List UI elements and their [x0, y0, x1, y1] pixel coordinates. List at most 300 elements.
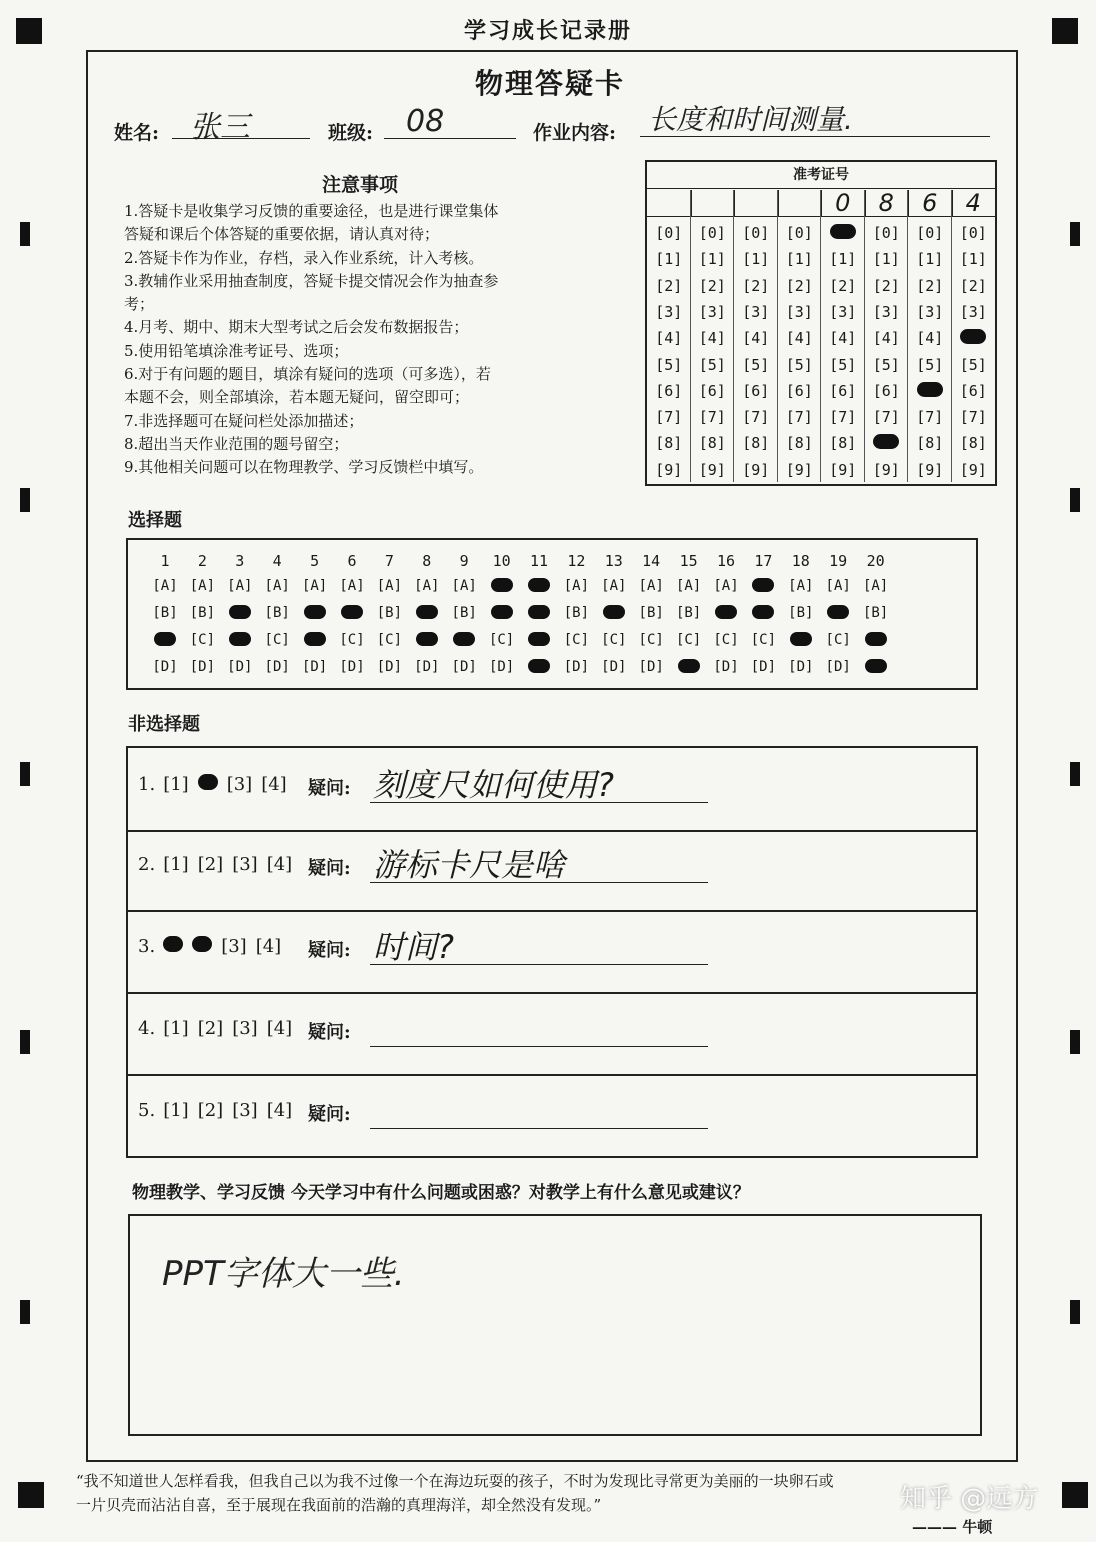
filled-mark — [491, 605, 513, 619]
exam-id-bubble[interactable]: [2] — [655, 276, 683, 295]
exam-id-bubble[interactable]: [6] — [829, 381, 857, 400]
filled-mark — [790, 632, 812, 646]
notice-item: 4.月考、期中、期末大型考试之后会发布数据报告； — [124, 318, 469, 337]
exam-id-bubble[interactable]: [1] — [742, 250, 770, 269]
class-value[interactable]: 08 — [406, 104, 445, 139]
exam-id-bubble[interactable]: [2] — [742, 276, 770, 295]
exam-id-bubble[interactable]: [9] — [785, 460, 813, 479]
option-bubble[interactable] — [163, 936, 183, 957]
exam-id-bubble[interactable]: [5] — [916, 355, 944, 374]
exam-id-title: 准考证号 — [647, 162, 995, 189]
choice-bubble[interactable]: [B] — [152, 605, 178, 621]
notice-item: 3.教辅作业采用抽查制度，答疑卡提交情况会作为抽查参 — [124, 271, 499, 290]
choice-bubble[interactable]: [A] — [376, 578, 403, 594]
exam-id-bubble[interactable]: [7] — [959, 408, 987, 427]
option-bubble[interactable]: [1] — [163, 1018, 189, 1039]
question-number: 2 — [197, 552, 207, 570]
watermark: 知乎 @远方 — [900, 1484, 1039, 1514]
exam-id-bubble[interactable]: [2] — [829, 276, 857, 295]
option-bubble[interactable]: [4] — [266, 1018, 293, 1039]
option-bubble[interactable]: [1] — [163, 1100, 189, 1121]
question-number: 15 — [679, 552, 698, 570]
question-options — [138, 1100, 301, 1121]
notice-item: 答疑和课后个体答疑的重要依据，请认真对待； — [124, 225, 440, 244]
name-label: 姓名: — [114, 122, 160, 144]
exam-id-bubble[interactable] — [908, 382, 952, 401]
option-bubble[interactable]: [3] — [226, 774, 253, 795]
choice-bubble[interactable]: [D] — [638, 659, 664, 675]
exam-id-bubble[interactable]: [2] — [959, 276, 987, 295]
filled-mark — [229, 605, 251, 619]
quote-author: ——— 牛顿 — [912, 1518, 993, 1536]
question-number: 13 — [604, 552, 623, 570]
question-number: 16 — [716, 552, 736, 570]
choice-bubble[interactable]: [B] — [376, 605, 403, 621]
filled-mark — [154, 632, 176, 646]
exam-id-bubble[interactable]: [1] — [698, 250, 726, 269]
exam-id-bubble[interactable]: [8] — [916, 434, 944, 453]
choice-bubble[interactable]: [A] — [825, 578, 851, 594]
exam-id-grid — [645, 160, 997, 486]
choice-bubble[interactable]: [A] — [675, 578, 702, 594]
choice-bubble[interactable] — [744, 578, 782, 596]
exam-id-bubble[interactable]: [7] — [785, 408, 813, 427]
exam-id-bubble[interactable]: [4] — [655, 329, 683, 348]
choice-bubble[interactable]: [A] — [862, 578, 889, 594]
exam-id-bubble[interactable]: [2] — [916, 276, 944, 295]
choice-bubble[interactable]: [A] — [563, 578, 590, 594]
choice-bubble[interactable] — [408, 605, 446, 623]
question-options — [138, 854, 301, 875]
timing-mark — [1070, 488, 1080, 512]
choice-bubble[interactable]: [A] — [227, 578, 253, 594]
filled-mark — [827, 605, 849, 619]
choice-bubble[interactable]: [D] — [152, 659, 178, 675]
question-label: 疑问: — [308, 778, 351, 799]
exam-id-bubble[interactable]: [9] — [742, 460, 770, 479]
booklet-title: 学习成长记录册 — [463, 18, 632, 44]
choice-bubble[interactable]: [D] — [227, 659, 253, 675]
exam-id-bubble[interactable]: [0] — [959, 224, 987, 242]
option-bubble[interactable]: [3] — [232, 1018, 258, 1039]
notice-item: 2.答疑卡作为作业，存档，录入作业系统，计入考核。 — [124, 248, 484, 267]
question-number: 10 — [492, 552, 511, 570]
choice-bubble[interactable]: [D] — [339, 659, 365, 675]
exam-id-bubble[interactable]: [5] — [959, 355, 987, 374]
choice-bubble[interactable]: [C] — [713, 632, 739, 648]
exam-id-written-digit[interactable]: 8 — [865, 190, 910, 217]
option-bubble[interactable] — [192, 936, 212, 957]
homework-underline — [640, 136, 990, 137]
choice-bubble[interactable]: [A] — [601, 578, 627, 594]
choice-bubble[interactable] — [744, 605, 782, 623]
option-bubble[interactable]: [4] — [266, 1100, 293, 1121]
timing-mark — [20, 488, 30, 512]
choice-bubble[interactable]: [B] — [675, 605, 702, 621]
exam-id-bubble[interactable]: [9] — [829, 460, 857, 479]
timing-mark — [20, 1300, 30, 1324]
choice-bubble[interactable]: [D] — [788, 659, 814, 675]
feedback-box[interactable] — [128, 1214, 982, 1436]
exam-id-bubble[interactable]: [6] — [959, 381, 987, 400]
exam-id-written-digit[interactable]: 0 — [821, 190, 866, 217]
choice-bubble[interactable]: [A] — [264, 578, 290, 594]
question-options — [138, 936, 290, 957]
filled-mark — [528, 578, 550, 592]
choice-bubble[interactable] — [221, 632, 259, 650]
exam-id-bubble[interactable]: [3] — [742, 302, 770, 321]
timing-mark — [1070, 222, 1080, 246]
choice-bubble[interactable]: [C] — [601, 632, 627, 648]
filled-mark — [873, 434, 899, 449]
homework-value[interactable]: 长度和时间测量. — [648, 103, 853, 136]
exam-id-bubble[interactable]: [4] — [916, 329, 944, 348]
choice-bubble[interactable]: [B] — [563, 605, 590, 621]
exam-id-bubble[interactable]: [2] — [785, 276, 813, 295]
multiple-choice-title: 选择题 — [128, 510, 182, 531]
exam-id-bubble[interactable]: [8] — [742, 434, 770, 453]
choice-bubble[interactable]: [B] — [638, 605, 664, 621]
non-choice-question — [126, 746, 978, 832]
timing-mark — [20, 222, 30, 246]
exam-id-bubble[interactable]: [3] — [872, 302, 900, 321]
exam-id-bubble[interactable]: [4] — [785, 329, 813, 348]
choice-bubble[interactable] — [520, 659, 558, 677]
choice-bubble[interactable] — [408, 632, 446, 650]
filled-mark — [304, 632, 326, 646]
choice-bubble[interactable]: [D] — [750, 659, 777, 675]
choice-bubble[interactable] — [296, 632, 334, 650]
exam-id-bubble[interactable]: [5] — [698, 355, 726, 374]
notice-item: 1.答疑卡是收集学习反馈的重要途径，也是进行课堂集体 — [124, 202, 499, 220]
exam-id-bubble[interactable]: [6] — [698, 381, 726, 400]
exam-id-written-digit[interactable] — [647, 190, 692, 217]
exam-id-bubble[interactable]: [6] — [742, 381, 770, 400]
choice-bubble[interactable]: [A] — [152, 578, 178, 594]
choice-bubble[interactable]: [B] — [862, 605, 889, 621]
option-bubble[interactable] — [198, 774, 218, 795]
choice-bubble[interactable] — [857, 659, 895, 677]
choice-bubble[interactable]: [D] — [451, 659, 477, 675]
choice-bubble[interactable]: [D] — [301, 659, 328, 675]
class-label: 班级: — [328, 122, 374, 144]
timing-mark — [1070, 1030, 1080, 1054]
choice-bubble[interactable] — [670, 659, 708, 677]
choice-bubble[interactable] — [333, 605, 371, 623]
timing-mark — [20, 1030, 30, 1054]
filled-mark — [416, 605, 438, 619]
choice-bubble[interactable]: [A] — [339, 578, 365, 594]
exam-id-bubble[interactable]: [1] — [655, 250, 683, 269]
choice-bubble[interactable]: [A] — [713, 578, 739, 594]
choice-bubble[interactable] — [520, 578, 558, 596]
choice-bubble[interactable]: [B] — [189, 605, 216, 621]
exam-id-bubble[interactable] — [865, 434, 909, 453]
feedback-title: 物理教学、学习反馈 今天学习中有什么问题或困惑？对教学上有什么意见或建议？ — [132, 1183, 750, 1203]
choice-bubble[interactable]: [C] — [376, 632, 403, 648]
exam-id-bubble[interactable]: [3] — [698, 302, 726, 321]
filled-mark — [528, 632, 550, 646]
question-number: 19 — [829, 552, 848, 570]
choice-bubble[interactable]: [A] — [414, 578, 440, 594]
choice-bubble[interactable]: [C] — [675, 632, 702, 648]
choice-bubble[interactable]: [D] — [264, 659, 290, 675]
exam-id-written-digit[interactable] — [778, 190, 823, 217]
filled-mark — [229, 632, 251, 646]
choice-bubble[interactable]: [C] — [825, 632, 851, 648]
choice-bubble[interactable]: [B] — [264, 605, 290, 621]
exam-id-bubble[interactable]: [9] — [959, 460, 987, 479]
exam-id-bubble[interactable]: [8] — [785, 434, 813, 453]
exam-id-bubble[interactable]: [0] — [698, 224, 726, 242]
notice-item: 9.其他相关问题可以在物理教学、学习反馈栏中填写。 — [124, 458, 484, 477]
exam-id-bubble[interactable]: [0] — [655, 224, 683, 242]
question-number: 1 — [160, 552, 170, 570]
choice-bubble[interactable] — [483, 578, 521, 596]
quote-line-2: 一片贝壳而沾沾自喜，至于展现在我面前的浩瀚的真理海洋，却全然没有发现。” — [76, 1496, 602, 1514]
exam-id-bubble[interactable]: [1] — [785, 250, 813, 269]
choice-bubble[interactable] — [707, 605, 745, 623]
filled-mark — [491, 578, 513, 592]
question-number: 5. — [138, 1100, 156, 1121]
question-label: 疑问: — [308, 940, 351, 961]
class-underline — [384, 138, 516, 139]
exam-id-bubble[interactable]: [4] — [829, 329, 857, 348]
exam-id-written-digit[interactable]: 4 — [952, 190, 996, 217]
option-bubble[interactable]: [3] — [232, 1100, 258, 1121]
filled-mark — [678, 659, 700, 673]
choice-bubble[interactable] — [221, 605, 259, 623]
notice-list — [124, 200, 624, 480]
card-title: 物理答疑卡 — [474, 67, 625, 100]
question-number: 18 — [791, 552, 810, 570]
choice-bubble[interactable]: [C] — [264, 632, 290, 648]
exam-id-bubble[interactable]: [6] — [872, 381, 900, 400]
exam-id-bubble[interactable]: [2] — [698, 276, 726, 295]
question-number: 9 — [459, 552, 469, 570]
filled-mark — [416, 632, 438, 646]
choice-bubble[interactable] — [146, 632, 184, 650]
exam-id-bubble[interactable]: [3] — [655, 302, 683, 321]
choice-bubble[interactable]: [C] — [189, 632, 216, 648]
option-bubble[interactable]: [1] — [163, 854, 189, 875]
exam-id-bubble[interactable]: [5] — [872, 355, 900, 374]
option-bubble[interactable]: [2] — [197, 1018, 224, 1039]
filled-mark — [528, 659, 550, 673]
question-label: 疑问: — [308, 1022, 351, 1043]
exam-id-bubble[interactable]: [7] — [698, 408, 726, 427]
choice-bubble[interactable]: [B] — [451, 605, 477, 621]
choice-bubble[interactable]: [A] — [638, 578, 664, 594]
question-underline — [370, 964, 708, 965]
notice-item: 7.非选择题可在疑问栏处添加描述； — [124, 411, 364, 430]
question-number: 7 — [384, 552, 394, 570]
option-bubble[interactable]: [4] — [266, 854, 293, 875]
quote-line-1: “我不知道世人怎样看我，但我自己以为我不过像一个在海边玩耍的孩子，不时为发现比寻常更为美丽的一块卵石或 — [76, 1472, 834, 1490]
choice-bubble[interactable]: [A] — [189, 578, 216, 594]
question-options — [138, 774, 296, 795]
choice-bubble[interactable]: [A] — [301, 578, 328, 594]
exam-id-bubble[interactable]: [1] — [959, 250, 987, 269]
exam-id-bubble[interactable]: [9] — [698, 460, 726, 479]
question-number: 5 — [310, 552, 320, 570]
choice-bubble[interactable]: [A] — [451, 578, 477, 594]
question-number: 8 — [422, 552, 432, 570]
filled-mark — [752, 605, 774, 619]
question-underline — [370, 1128, 708, 1129]
exam-id-bubble[interactable]: [1] — [872, 250, 900, 269]
non-choice-question — [126, 992, 978, 1076]
exam-id-bubble[interactable]: [7] — [872, 408, 900, 427]
question-number: 20 — [866, 552, 885, 570]
filled-mark — [453, 632, 475, 646]
filled-mark — [304, 605, 326, 619]
choice-bubble[interactable] — [520, 632, 558, 650]
choice-bubble[interactable] — [483, 605, 521, 623]
exam-id-bubble[interactable]: [5] — [785, 355, 813, 374]
exam-id-bubble[interactable] — [821, 224, 865, 243]
exam-id-bubble[interactable]: [7] — [916, 408, 944, 427]
filled-mark — [715, 605, 737, 619]
question-number: 14 — [642, 552, 661, 570]
filled-mark — [198, 774, 218, 790]
question-underline — [370, 1046, 708, 1047]
question-underline — [370, 802, 708, 803]
choice-bubble[interactable] — [857, 632, 895, 650]
option-bubble[interactable]: [2] — [197, 1100, 224, 1121]
exam-id-bubble[interactable]: [6] — [655, 381, 683, 400]
choice-bubble[interactable]: [D] — [414, 659, 440, 675]
question-number: 2. — [138, 854, 156, 875]
filled-mark — [917, 382, 943, 397]
choice-bubble[interactable]: [D] — [376, 659, 403, 675]
exam-id-bubble[interactable]: [3] — [785, 302, 813, 321]
exam-id-bubble[interactable]: [8] — [959, 434, 987, 453]
exam-id-bubble[interactable]: [1] — [916, 250, 944, 269]
name-underline — [172, 138, 310, 139]
choice-bubble[interactable] — [445, 632, 483, 650]
option-bubble[interactable]: [2] — [197, 854, 224, 875]
question-number: 17 — [754, 552, 773, 570]
choice-bubble[interactable]: [D] — [825, 659, 851, 675]
exam-id-bubble[interactable]: [8] — [829, 434, 857, 453]
exam-id-bubble[interactable]: [6] — [785, 381, 813, 400]
filled-mark — [603, 605, 625, 619]
non-choice-question — [126, 910, 978, 994]
exam-id-bubble[interactable]: [7] — [829, 408, 857, 427]
exam-id-bubble[interactable]: [8] — [655, 434, 683, 453]
choice-bubble[interactable] — [520, 605, 558, 623]
exam-id-bubble[interactable]: [1] — [829, 250, 857, 269]
exam-id-bubble[interactable]: [4] — [742, 329, 770, 348]
exam-id-bubble[interactable]: [3] — [829, 302, 857, 321]
choice-bubble[interactable]: [C] — [488, 632, 515, 648]
exam-id-bubble[interactable]: [5] — [742, 355, 770, 374]
non-choice-question — [126, 828, 978, 912]
filled-mark — [960, 329, 986, 344]
option-bubble[interactable]: [4] — [255, 936, 282, 957]
exam-id-bubble[interactable]: [9] — [872, 460, 900, 479]
exam-id-bubble[interactable] — [952, 329, 996, 348]
choice-bubble[interactable]: [D] — [713, 659, 739, 675]
exam-id-bubble[interactable]: [0] — [916, 224, 944, 242]
name-value[interactable]: 张三 — [190, 110, 250, 145]
choice-bubble[interactable]: [D] — [563, 659, 590, 675]
homework-label: 作业内容: — [533, 122, 617, 144]
question-underline — [370, 882, 708, 883]
choice-bubble[interactable]: [C] — [563, 632, 590, 648]
choice-bubble[interactable]: [C] — [339, 632, 365, 648]
question-number: 4. — [138, 1018, 156, 1039]
question-number: 1. — [138, 774, 156, 795]
question-text[interactable]: 时间? — [373, 928, 454, 966]
exam-id-written-digit[interactable] — [691, 190, 736, 217]
exam-id-bubble[interactable]: [0] — [872, 224, 900, 242]
exam-id-bubble[interactable]: [3] — [916, 302, 944, 321]
timing-mark — [1070, 1300, 1080, 1324]
choice-bubble[interactable]: [D] — [601, 659, 627, 675]
choice-bubble[interactable]: [C] — [750, 632, 777, 648]
question-number: 4 — [272, 552, 282, 570]
option-bubble[interactable]: [3] — [232, 854, 258, 875]
filled-mark — [528, 605, 550, 619]
exam-id-bubble[interactable]: [8] — [698, 434, 726, 453]
exam-id-bubble[interactable]: [7] — [655, 408, 683, 427]
notice-item: 本题不会，则全部填涂，若本题无疑问，留空即可； — [124, 388, 470, 407]
option-bubble[interactable]: [3] — [221, 936, 247, 957]
exam-id-written-digit[interactable]: 6 — [908, 190, 953, 217]
filled-mark — [192, 936, 212, 952]
exam-id-bubble[interactable]: [4] — [698, 329, 726, 348]
filled-mark — [163, 936, 183, 952]
question-number: 3. — [138, 936, 156, 957]
exam-id-bubble[interactable]: [2] — [872, 276, 900, 295]
choice-bubble[interactable]: [D] — [488, 659, 515, 675]
notice-item: 5.使用铅笔填涂准考证号、选项； — [124, 341, 349, 360]
choice-bubble[interactable] — [782, 632, 820, 650]
option-bubble[interactable]: [1] — [163, 774, 189, 795]
choice-bubble[interactable]: [C] — [638, 632, 664, 648]
option-bubble[interactable]: [4] — [261, 774, 287, 795]
exam-id-bubble[interactable]: [4] — [872, 329, 900, 348]
multiple-choice-grid — [126, 538, 978, 690]
exam-id-bubble[interactable]: [7] — [742, 408, 770, 427]
choice-bubble[interactable] — [819, 605, 857, 623]
question-label: 疑问: — [308, 858, 351, 879]
exam-id-bubble[interactable]: [9] — [655, 460, 683, 479]
exam-id-bubble[interactable]: [5] — [829, 355, 857, 374]
exam-id-bubble[interactable]: [9] — [916, 460, 944, 479]
question-text[interactable]: 刻度尺如何使用? — [373, 766, 614, 804]
choice-bubble[interactable]: [A] — [788, 578, 814, 594]
exam-id-bubble[interactable]: [0] — [742, 224, 770, 242]
choice-bubble[interactable] — [296, 605, 334, 623]
exam-id-bubble[interactable]: [0] — [785, 224, 813, 242]
feedback-text: PPT字体大一些. — [162, 1254, 405, 1294]
exam-id-bubble[interactable]: [5] — [655, 355, 683, 374]
exam-id-written-digit[interactable] — [734, 190, 779, 217]
choice-bubble[interactable]: [D] — [189, 659, 216, 675]
notice-title: 注意事项 — [321, 174, 398, 196]
question-number: 6 — [347, 552, 357, 570]
choice-bubble[interactable] — [595, 605, 633, 623]
exam-id-bubble[interactable]: [3] — [959, 302, 987, 321]
question-text[interactable]: 游标卡尺是啥 — [373, 846, 566, 884]
non-choice-question — [126, 1074, 978, 1158]
choice-bubble[interactable]: [B] — [788, 605, 814, 621]
filled-mark — [865, 632, 887, 646]
filled-mark — [830, 224, 856, 239]
